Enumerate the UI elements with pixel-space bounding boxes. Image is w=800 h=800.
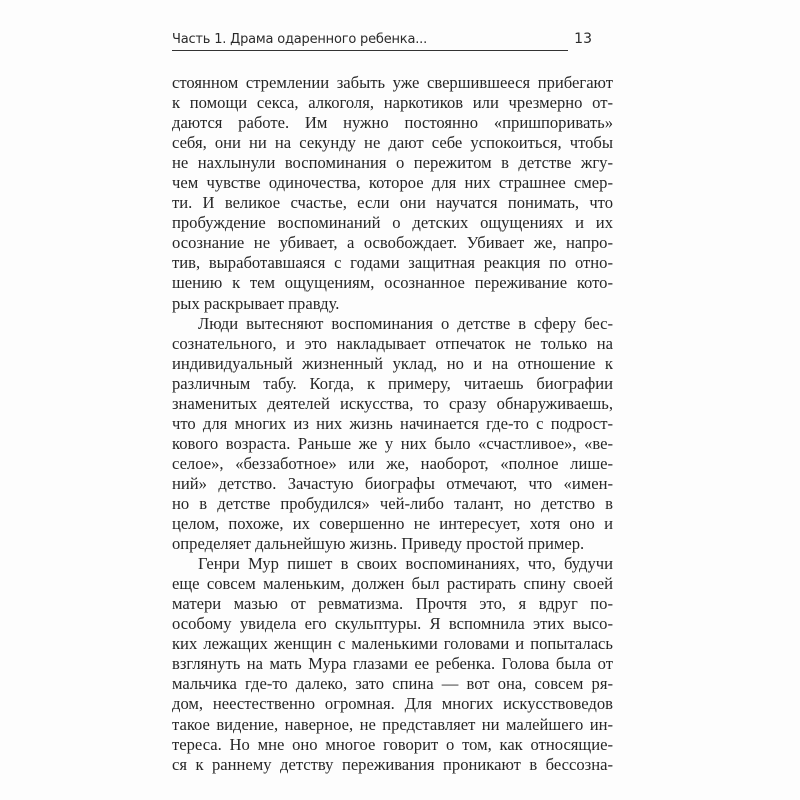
text-line: ти. И великое счастье, если они научатся понимать, что bbox=[172, 193, 613, 213]
text-line: знаменитых деятелей искусства, то сразу обнаруживаешь, bbox=[172, 393, 613, 413]
text-line: кового возраста. Раньше же у них было «счастливое», «ве- bbox=[172, 433, 613, 453]
header-rule bbox=[172, 50, 568, 51]
text-line: осознание не убивает, а освобождает. Убивает же, напро- bbox=[172, 233, 613, 253]
running-head bbox=[172, 30, 614, 52]
text-line: взглянуть на мать Мура глазами ее ребенка. Голова была от bbox=[172, 654, 613, 674]
text-line: даются работе. Им нужно постоянно «пришпоривать» bbox=[172, 113, 613, 133]
text-line: к помощи секса, алкоголя, наркотиков или чрезмерно от- bbox=[172, 93, 613, 113]
running-title: Часть 1. Драма одаренного ребенка... bbox=[172, 32, 428, 47]
text-line: целом, похоже, их совершенно не интересует, хотя оно и bbox=[172, 514, 613, 534]
text-line: тив, выработавшаяся с годами защитная реакция по отно- bbox=[172, 253, 613, 273]
text-line: особому увидела его скульптуры. Я вспомнила этих высо- bbox=[172, 614, 613, 634]
page-number: 13 bbox=[574, 31, 592, 47]
text-line: ких лежащих женщин с маленькими головами и попыталась bbox=[172, 634, 613, 654]
text-line: рых раскрывает правду. bbox=[172, 293, 340, 313]
text-line: но в детстве пробудился» чей-либо талант, но детство в bbox=[172, 493, 613, 513]
text-line: селое», «беззаботное» или же, наоборот, «полное лише- bbox=[172, 453, 613, 473]
text-line: мальчика где-то далеко, зато спина — вот она, совсем ря- bbox=[172, 674, 613, 694]
text-line: стоянном стремлении забыть уже свершившееся прибегают bbox=[172, 73, 613, 92]
text-line: себя, они ни на секунду не дают себе успокоиться, чтобы bbox=[172, 133, 613, 153]
text-line: ся к раннему детству переживания проникают в бессозна- bbox=[172, 754, 613, 774]
text-line: индивидуальный жизненный уклад, но и на отношение к bbox=[172, 353, 613, 373]
text-line: различным табу. Когда, к примеру, читаешь биографии bbox=[172, 373, 613, 393]
text-line: чем чувстве одиночества, которое для них страшнее смер- bbox=[172, 173, 613, 193]
text-line: определяет дальнейшую жизнь. Приведу простой пример. bbox=[172, 534, 585, 554]
text-line: матери мазью от ревматизма. Прочтя это, я вдруг по- bbox=[172, 594, 613, 614]
text-line: шению к тем ощущениям, осознанное переживание кото- bbox=[172, 273, 613, 293]
text-line: пробуждение воспоминаний о детских ощущениях и их bbox=[172, 213, 613, 233]
text-line: Люди вытесняют воспоминания о детстве в сферу бес- bbox=[198, 313, 613, 333]
text-line: сознательного, и это накладывает отпечаток не только на bbox=[172, 333, 613, 353]
text-line: не нахлынули воспоминания о пережитом в детстве жгу- bbox=[172, 153, 613, 173]
text-line: Генри Мур пишет в своих воспоминаниях, что, будучи bbox=[198, 554, 613, 574]
body-text bbox=[172, 73, 613, 775]
text-line: такое видение, наверное, не представляет ни малейшего ин- bbox=[172, 714, 613, 734]
text-line: тереса. Но мне оно многое говорит о том, как относящие- bbox=[172, 734, 613, 754]
text-line: ний» детство. Зачастую биографы отмечают, что «имен- bbox=[172, 473, 613, 493]
text-line: дом, неестественно огромная. Для многих искусствоведов bbox=[172, 694, 613, 714]
text-line: еще совсем маленьким, должен был растирать спину своей bbox=[172, 574, 613, 594]
text-line: что для многих из них жизнь начинается где-то с подрост- bbox=[172, 413, 613, 433]
